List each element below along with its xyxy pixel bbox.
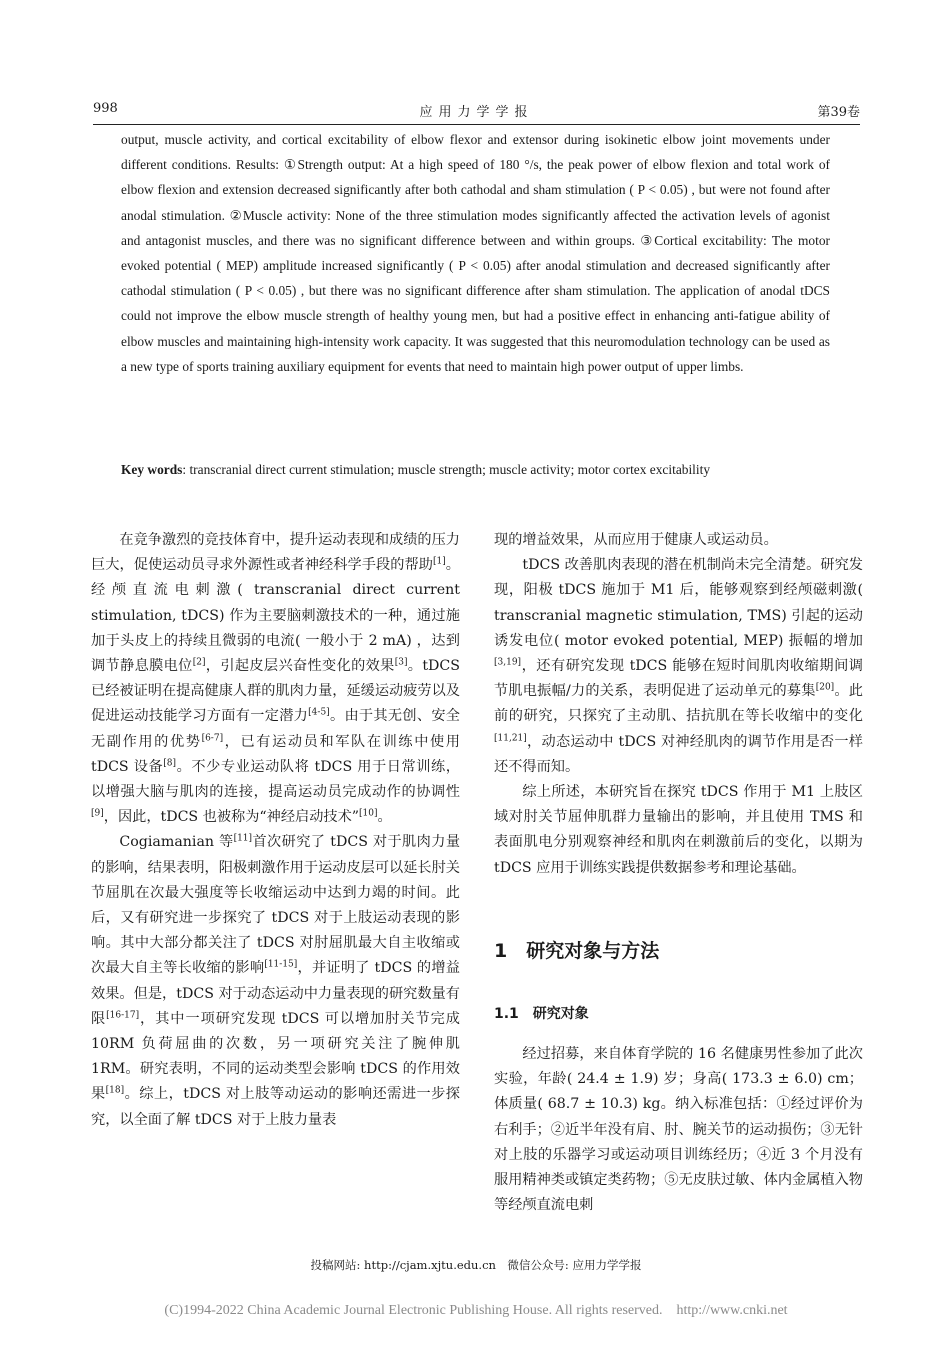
right-column-methods	[494, 1042, 863, 1218]
subjects-paragraph: 经过招募，来自体育学院的 16 名健康男性参加了此次实验，年龄( 24.4 ± 1.9) 岁；身高( 173.3 ± 6.0) cm；体质量( 68.7 ± 10.3) kg。纳入标准包括：①经过评价为右利手；②近半年没有肩、肘、腕关节的运动损伤；③无针对上肢的乐器学习或运动项目训练经历；④近 3 个月没有服用精神类或镇定类药物；⑤无皮肤过敏、体内金属植入物等经颅直流电刺	[494, 1046, 863, 1214]
volume-label: 第39卷	[817, 105, 860, 120]
copyright-watermark: (C)1994-2022 China Academic Journal Electronic Publishing House. All rights reserved. http://www.cnki.net	[164, 1303, 788, 1318]
citation: [3,19]	[494, 657, 522, 668]
citation: [11-15]	[264, 959, 298, 970]
citation: [9]	[91, 808, 104, 819]
citation: [10]	[359, 808, 378, 819]
citation: [4-5]	[308, 707, 330, 718]
citation: [1]	[432, 556, 446, 567]
citation: [2]	[192, 657, 206, 668]
journal-title: 应用力学学报	[419, 105, 534, 120]
intro-paragraph-continued: 现的增益效果，从而应用于健康人或运动员。	[494, 532, 778, 548]
right-column	[494, 528, 863, 881]
keywords-text: : transcranial direct current stimulation; muscle strength; muscle activity; motor cortex excitability	[182, 462, 711, 477]
header-rule	[93, 124, 860, 125]
abstract-text: output, muscle activity, and cortical excitability of elbow flexor and extensor during isokinetic elbow joint movements under different conditions. Results: ①Strength output: At a high speed of 180 °/s, the peak power of elbow flexion and total work of elbow flexion and extension decreased significantly after both cathodal and sham stimulation ( P < 0.05) , but were not found after anodal stimulation. ②Muscle activity: None of the three stimulation modes significantly affected the activation levels of agonist and antagonist muscles, and there was no significant difference between and within groups. ③Cortical excitability: The motor evoked potential ( MEP) amplitude increased significantly ( P < 0.05) after anodal stimulation and decreased significantly after cathodal stimulation ( P < 0.05) , but there was no significant difference after sham stimulation. The application of anodal tDCS could not improve the elbow muscle strength of healthy young men, but had a positive effect in enhancing anti-fatigue ability of elbow muscles and maintaining high-intensity work capacity. It was suggested that this neuromodulation technology can be used as a new type of sports training auxiliary equipment for events that need to maintain high power output of upper limbs.	[121, 132, 830, 374]
intro-paragraph-2: Cogiamanian 等[11]首次研究了 tDCS 对于肌肉力量的影响，结果表明，阳极刺激作用于运动皮层可以延长肘关节屈肌在次最大强度等长收缩运动中达到力竭的时间。此后，又有研究进一步探究了 tDCS 对于上肢运动表现的影响。其中大部分都关注了 tDCS 对肘屈肌最大自主收缩或次最大自主等长收缩的影响[11-15]，并证明了 tDCS 的增益效果。但是，tDCS 对于动态运动中力量表现的研究数量有限[16-17]，其中一项研究发现 tDCS 可以增加肘关节完成 10RM 负荷屈曲的次数，另一项研究关注了腕伸肌 1RM。研究表明，不同的运动类型会影响 tDCS 的作用效果[18]。综上，tDCS 对上肢等动运动的影响还需进一步探究，以全面了解 tDCS 对于上肢力量表	[91, 833, 461, 1128]
citation: [3]	[394, 657, 408, 668]
citation: [16-17]	[106, 1010, 140, 1021]
page-number: 998	[93, 101, 118, 116]
citation: [20]	[815, 682, 835, 693]
citation: [18]	[105, 1085, 125, 1096]
section-heading: 1 研究对象与方法	[494, 940, 660, 962]
intro-paragraph-3: tDCS 改善肌肉表现的潜在机制尚未完全清楚。研究发现，阳极 tDCS 施加于 M1 后，能够观察到经颅磁刺激( transcranial magnetic stimulation, TMS) 引起的运动诱发电位( motor evoked potential, MEP) 振幅的增加[3,19]，还有研究发现 tDCS 能够在短时间肌肉收缩期间调节肌电振幅/力的关系，表明促进了运动单元的募集[20]。此前的研究，只探究了主动肌、拮抗肌在等长收缩中的变化[11,21]，动态运动中 tDCS 对神经肌肉的调节作用是否一样还不得而知。	[494, 557, 863, 775]
intro-paragraph-4: 综上所述，本研究旨在探究 tDCS 作用于 M1 上肢区域对肘关节屈伸肌群力量输出的影响，并且使用 TMS 和表面肌电分别观察神经和肌肉在刺激前后的变化，以期为 tDCS 应用于训练实践提供数据参考和理论基础。	[494, 784, 863, 876]
citation: [8]	[163, 758, 177, 769]
page-footer: 投稿网站: http://cjam.xjtu.edu.cn 微信公众号: 应用力学学报	[310, 1258, 642, 1272]
page-header	[93, 101, 860, 123]
citation: [11]	[233, 833, 253, 844]
intro-paragraph-1: 在竞争激烈的竞技体育中，提升运动表现和成绩的压力巨大，促使运动员寻求外源性或者神经科学手段的帮助[1]。经颅直流电刺激( transcranial direct current stimulation, tDCS) 作为主要脑刺激技术的一种，通过施加于头皮上的持续且微弱的电流( 一般小于 2 mA) ，达到调节静息膜电位[2]，引起皮层兴奋性变化的效果[3]。tDCS 已经被证明在提高健康人群的肌肉力量，延缓运动疲劳以及促进运动技能学习方面有一定潜力[4-5]。由于其无创、安全无副作用的优势[6-7]，已有运动员和军队在训练中使用 tDCS 设备[8]。不少专业运动队将 tDCS 用于日常训练，以增强大脑与肌肉的连接，提高运动员完成动作的协调性[9]，因此，tDCS 也被称为“神经启动技术”[10]。	[91, 532, 460, 826]
citation: [6-7]	[201, 732, 224, 743]
left-column	[91, 528, 460, 1133]
subsection-heading: 1.1 研究对象	[494, 1006, 589, 1022]
keywords-label: Key words	[121, 462, 183, 477]
keywords	[121, 457, 830, 482]
citation: [11,21]	[494, 732, 527, 743]
